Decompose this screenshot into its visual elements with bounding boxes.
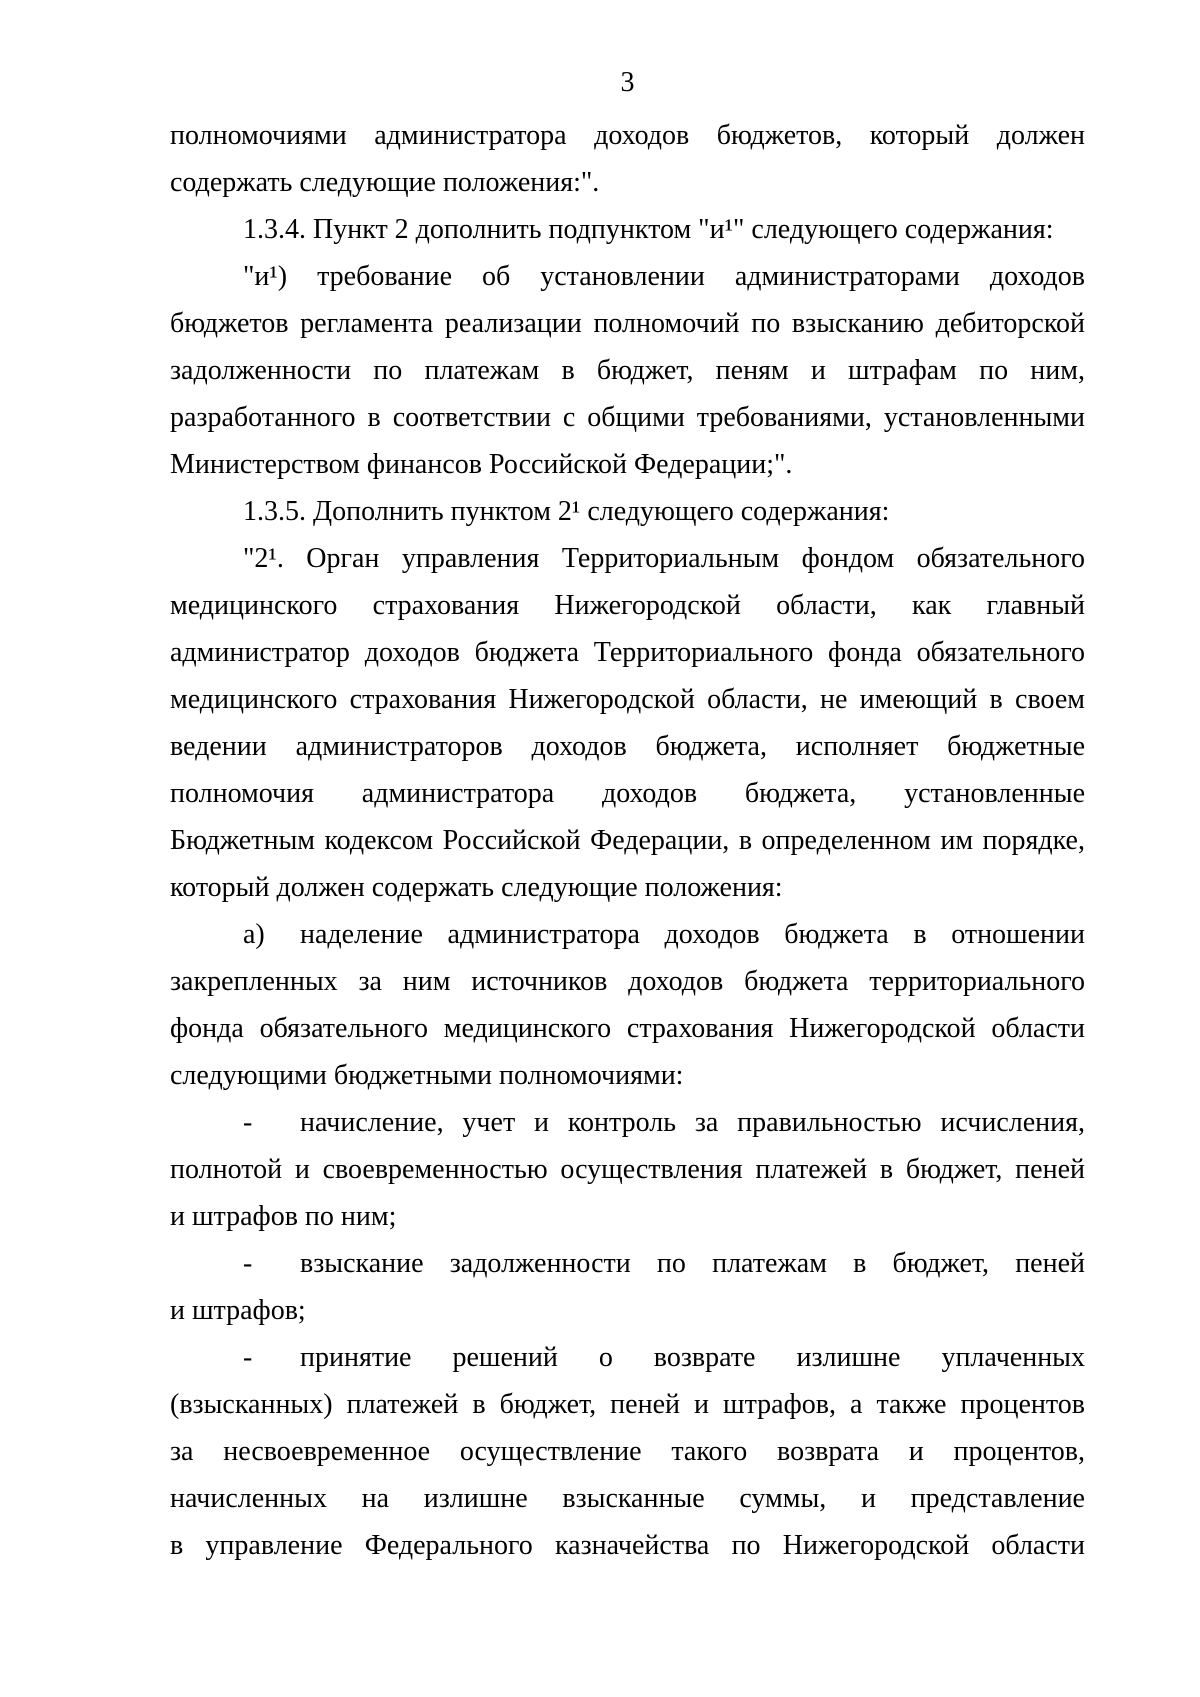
text-line: бюджетов регламента реализации полномочий по взысканию дебиторской: [170, 308, 1085, 339]
text-line: за несвоевременное осуществление такого возврата и процентов,: [170, 1436, 1085, 1467]
text-line: полномочиями администратора доходов бюджетов, который должен: [170, 120, 1085, 151]
text-line: следующими бюджетными полномочиями:: [170, 1060, 684, 1091]
text-line: который должен содержать следующие положения:: [170, 872, 783, 903]
text-line: и штрафов;: [170, 1295, 306, 1326]
text-line: в управление Федерального казначейства по Нижегородской области: [170, 1530, 1085, 1561]
list-marker: -: [243, 1342, 253, 1373]
text-line: медицинского страхования Нижегородской области, не имеющий в своем: [170, 684, 1085, 715]
text-line: "и¹) требование об установлении администраторами доходов: [243, 261, 1085, 292]
text-line: полнотой и своевременностью осуществления платежей в бюджет, пеней: [170, 1154, 1085, 1185]
text-line: (взысканных) платежей в бюджет, пеней и штрафов, а также процентов: [170, 1389, 1085, 1420]
text-line: ведении администраторов доходов бюджета, исполняет бюджетные: [170, 731, 1085, 762]
text-line: Министерством финансов Российской Федерации;".: [170, 449, 793, 480]
list-marker: а): [243, 919, 265, 950]
page-number: 3: [620, 67, 635, 98]
text-line: Бюджетным кодексом Российской Федерации, в определенном им порядке,: [170, 825, 1085, 856]
text-block: [170, 59, 1085, 1569]
list-marker: -: [243, 1107, 253, 1138]
list-marker: -: [243, 1248, 253, 1279]
text-line: администратор доходов бюджета Территориального фонда обязательного: [170, 637, 1085, 668]
text-line: содержать следующие положения:".: [170, 167, 600, 198]
text-line-content: принятие решений о возврате излишне уплаченных: [300, 1342, 1085, 1373]
text-line: 1.3.5. Дополнить пунктом 2¹ следующего содержания:: [243, 496, 890, 527]
text-line: [170, 1099, 1085, 1146]
text-line: задолженности по платежам в бюджет, пеням и штрафам по ним,: [170, 355, 1085, 386]
text-line: "2¹. Орган управления Территориальным фондом обязательного: [243, 543, 1085, 574]
text-line: фонда обязательного медицинского страхования Нижегородской области: [170, 1013, 1085, 1044]
text-line: полномочия администратора доходов бюджета, установленные: [170, 778, 1085, 809]
text-line-content: взыскание задолженности по платежам в бюджет, пеней: [300, 1248, 1085, 1279]
text-line: закрепленных за ним источников доходов бюджета территориального: [170, 966, 1085, 997]
text-line: и штрафов по ним;: [170, 1201, 397, 1232]
text-line: [170, 911, 1085, 958]
text-line-content: начисление, учет и контроль за правильностью исчисления,: [300, 1107, 1085, 1138]
text-line: [170, 1240, 1085, 1287]
text-line: [170, 1334, 1085, 1381]
text-line: разработанного в соответствии с общими требованиями, установленными: [170, 402, 1085, 433]
text-line: медицинского страхования Нижегородской области, как главный: [170, 590, 1085, 621]
text-line: 1.3.4. Пункт 2 дополнить подпунктом "и¹" следующего содержания:: [243, 214, 1054, 245]
text-line: начисленных на излишне взысканные суммы, и представление: [170, 1483, 1085, 1514]
text-line-content: наделение администратора доходов бюджета в отношении: [300, 919, 1085, 950]
